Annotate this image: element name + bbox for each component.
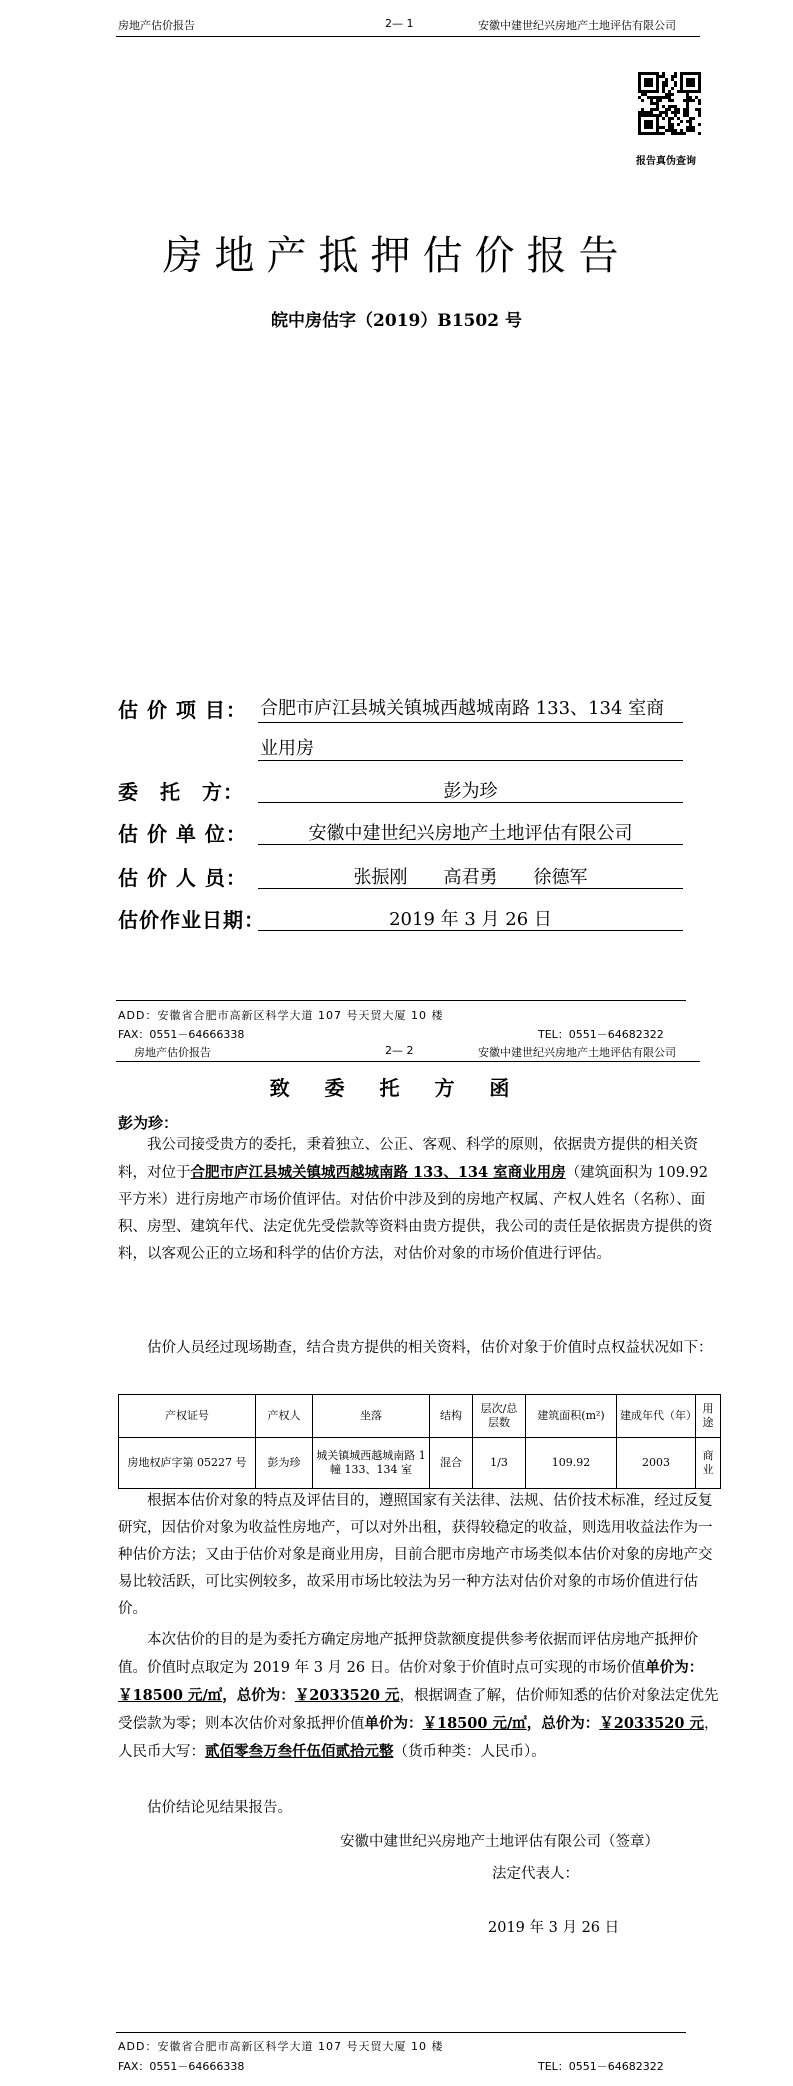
letter-title: 致 委 托 方 函 — [269, 1076, 524, 1100]
rights-table — [118, 1394, 721, 1489]
salutation: 彭为珍： — [118, 1114, 179, 1132]
footer-fax: FAX：0551－64666338 — [118, 2060, 245, 2073]
underline — [258, 930, 683, 931]
table-cell: 商业 — [696, 1438, 721, 1489]
underline — [258, 844, 683, 845]
qr-caption: 报告真伪查询 — [636, 156, 696, 167]
table-header-cell: 层次/总层数 — [473, 1395, 526, 1438]
page-number: 2— 1 — [385, 17, 414, 30]
field-value-appraiser-org: 安徽中建世纪兴房地产土地评估有限公司 — [308, 823, 633, 844]
underline — [258, 722, 683, 723]
page-header-right: 安徽中建世纪兴房地产土地评估有限公司 — [478, 1046, 676, 1059]
table-cell: 109.92 — [526, 1438, 617, 1489]
paragraph-2: 估价人员经过现场勘查，结合贵方提供的相关资料，估价对象于价值时点权益状况如下： — [147, 1340, 713, 1356]
unit-price: ￥18500 元/㎡ — [118, 1687, 223, 1704]
table-header-cell: 建成年代（年） — [617, 1395, 696, 1438]
field-value-project-line1: 合肥市庐江县城关镇城西越城南路 133、134 室商 — [260, 698, 665, 719]
table-cell: 城关镇城西越城南路 1 幢 133、134 室 — [313, 1438, 430, 1489]
underline — [258, 888, 683, 889]
field-value-project-line2: 业用房 — [260, 738, 314, 759]
footer-rule — [116, 1000, 686, 1001]
table-cell: 混合 — [430, 1438, 473, 1489]
paragraph-3: 根据本估价对象的特点及评估目的，遵照国家有关法律、法规、估价技术标准，经过反复研究，因估价对象为收益性房地产，可以对外出租，获得较稳定的收益，则选用收益法作为一种估价方法；又由于估价对象是商业用房，目前合肥市房地产市场类似本估价对象的房地产交易比较活跃，可比实例较多，故采用市场比较法为另一种方法对估价对象的市场价值进行估价。 — [118, 1493, 713, 1617]
paragraph-4: 本次估价的目的是为委托方确定房地产抵押贷款额度提供参考依据而评估房地产抵押价值。价值时点取定为 2019 年 3 月 26 日。估价对象于价值时点可实现的市场价值单价为：￥18500 元/㎡，总价为：￥2033520 元，根据调查了解，估价师知悉的估价对象法定优先受偿款为零；则本次估价对象抵押价值单价为：￥18500 元/㎡，总价为：￥2033520 元，人民币大写：贰佰零叁万叁仟伍佰贰拾元整（货币种类：人民币）。 — [118, 1632, 719, 1760]
field-value-appraisers: 张振刚 高君勇 徐德军 — [353, 867, 588, 888]
signature-representative: 法定代表人： — [492, 1866, 579, 1882]
footer-address: ADD：安徽省合肥市高新区科学大道 107 号天贸大厦 10 楼 — [118, 2040, 444, 2053]
table-header-cell: 产权证号 — [119, 1395, 256, 1438]
field-value-date: 2019 年 3 月 26 日 — [389, 909, 552, 930]
table-cell: 1/3 — [473, 1438, 526, 1489]
paragraph-5: 估价结论见结果报告。 — [147, 1800, 292, 1816]
page-number: 2— 2 — [385, 1044, 414, 1057]
total-price: ￥2033520 元 — [294, 1687, 400, 1704]
table-header-row — [119, 1395, 721, 1438]
property-address: 合肥市庐江县城关镇城西越城南路 133、134 室商业用房 — [190, 1164, 566, 1181]
footer-tel: TEL：0551－64682322 — [538, 1028, 664, 1041]
table-cell: 房地权庐字第 05227 号 — [119, 1438, 256, 1489]
mortgage-unit-price: ￥18500 元/㎡ — [422, 1715, 527, 1732]
table-header-cell: 用途 — [696, 1395, 721, 1438]
underline — [258, 760, 683, 761]
field-label-appraisers: 估 价 人 员： — [118, 866, 247, 890]
field-label-date: 估价作业日期： — [118, 908, 265, 932]
signature-company: 安徽中建世纪兴房地产土地评估有限公司（签章） — [340, 1834, 659, 1850]
paragraph-1: 我公司接受贵方的委托，秉着独立、公正、客观、科学的原则，依据贵方提供的相关资料，对位于合肥市庐江县城关镇城西越城南路 133、134 室商业用房（建筑面积为 109.92 平方米）进行房地产市场价值评估。对估价中涉及到的房地产权属、产权人姓名（名称）、面积、房型、建筑年代、法定优先受偿款等资料由贵方提供，我公司的责任是依据贵方提供的资料，以客观公正的立场和科学的估价方法，对估价对象的市场价值进行评估。 — [118, 1137, 713, 1262]
signature-date: 2019 年 3 月 26 日 — [488, 1920, 620, 1936]
page-header-left: 房地产估价报告 — [118, 19, 195, 32]
page-header-right: 安徽中建世纪兴房地产土地评估有限公司 — [478, 19, 676, 32]
header-rule — [116, 1061, 700, 1062]
report-number: 皖中房估字（2019）B1502 号 — [271, 311, 522, 331]
field-label-appraiser-org: 估 价 单 位： — [118, 822, 247, 846]
table-cell: 2003 — [617, 1438, 696, 1489]
mortgage-total-price: ￥2033520 元 — [599, 1715, 704, 1732]
page-header-left: 房地产估价报告 — [134, 1046, 211, 1059]
header-rule — [116, 36, 700, 37]
footer-tel: TEL：0551－64682322 — [538, 2060, 664, 2073]
table-header-cell: 建筑面积(m²) — [526, 1395, 617, 1438]
table-cell: 彭为珍 — [256, 1438, 313, 1489]
table-header-cell: 产权人 — [256, 1395, 313, 1438]
footer-address: ADD：安徽省合肥市高新区科学大道 107 号天贸大厦 10 楼 — [118, 1009, 444, 1022]
qr-code-icon[interactable] — [638, 72, 701, 135]
table-header-cell: 结构 — [430, 1395, 473, 1438]
table-header-cell: 坐落 — [313, 1395, 430, 1438]
report-title: 房地产抵押估价报告 — [162, 233, 631, 279]
amount-uppercase: 贰佰零叁万叁仟伍佰贰拾元整 — [205, 1743, 394, 1760]
table-row — [119, 1438, 721, 1489]
field-value-client: 彭为珍 — [443, 781, 498, 802]
underline — [258, 802, 683, 803]
field-label-client: 委 托 方： — [118, 780, 244, 804]
footer-fax: FAX：0551－64666338 — [118, 1028, 245, 1041]
footer-rule — [116, 2032, 686, 2033]
field-label-project: 估 价 项 目： — [118, 698, 247, 722]
